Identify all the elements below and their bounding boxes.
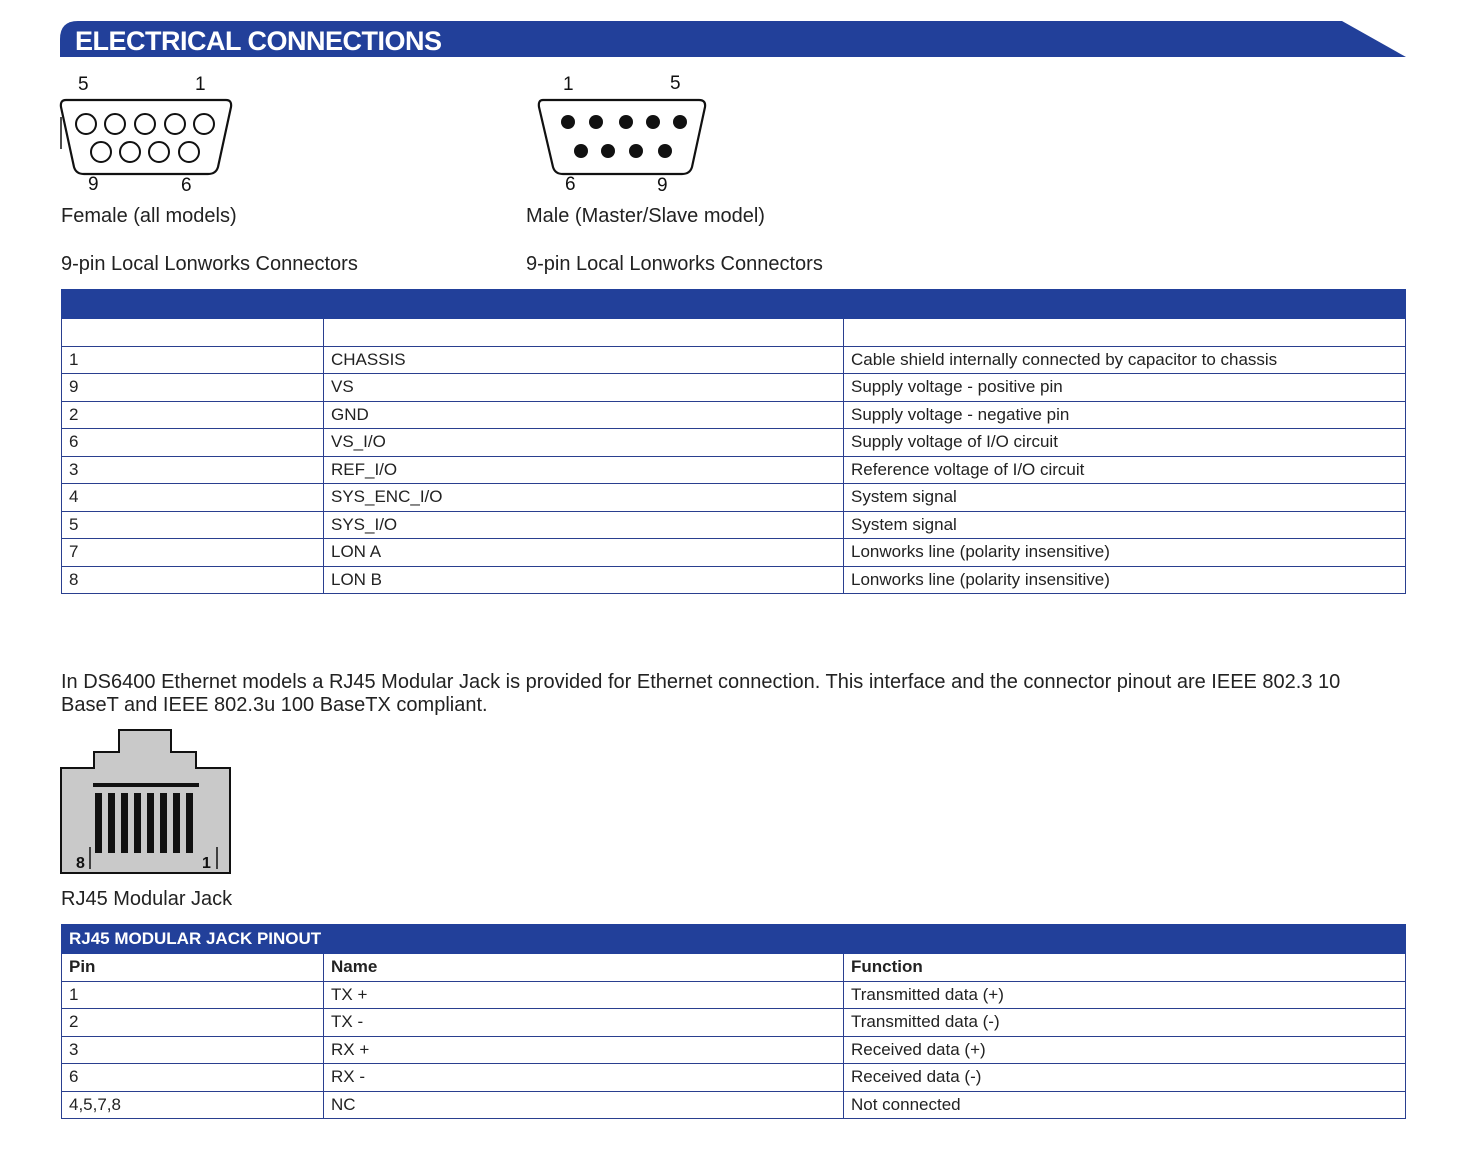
section-header-banner [60,21,1406,57]
function-cell: Cable shield internally connected by capacitor to chassis [844,346,1406,374]
pin-cell: 3 [62,456,324,484]
name-cell: LON A [324,539,844,567]
function-cell: Supply voltage - negative pin [844,401,1406,429]
rj45-caption: RJ45 Modular Jack [61,888,233,910]
male-pin-label: 9 [657,175,668,196]
pin-cell: 4,5,7,8 [62,1091,324,1119]
pin-cell: 3 [62,1036,324,1064]
table-row [62,456,1406,484]
name-cell: TX + [324,981,844,1009]
table-title-bar [62,925,1406,954]
male-connector-caption: 9-pin Local Lonworks Connectors [526,253,823,275]
pin-cell: 1 [62,981,324,1009]
column-header [62,319,324,347]
female-connector-caption: 9-pin Local Lonworks Connectors [61,253,358,275]
lonworks-pinout-table [61,289,1406,594]
pin-cell: 1 [62,346,324,374]
female-pin-label: 6 [181,175,192,196]
name-cell: RX - [324,1064,844,1092]
name-cell: VS [324,374,844,402]
function-cell: Not connected [844,1091,1406,1119]
male-pin-label: 1 [563,74,574,95]
male-pin-label: 6 [565,174,576,195]
table-row [62,429,1406,457]
function-cell: System signal [844,511,1406,539]
function-cell: Reference voltage of I/O circuit [844,456,1406,484]
male-db9-connector-icon [535,97,711,177]
column-header [324,319,844,347]
pin-cell: 8 [62,566,324,594]
female-pin-label: 1 [195,74,206,95]
name-cell: REF_I/O [324,456,844,484]
table-row [62,346,1406,374]
pin-cell: 2 [62,401,324,429]
female-pin-label: 5 [78,74,89,95]
function-cell: Lonworks line (polarity insensitive) [844,566,1406,594]
pin-cell: 5 [62,511,324,539]
column-header [844,319,1406,347]
table-header-row [62,319,1406,347]
name-cell: SYS_ENC_I/O [324,484,844,512]
function-cell: System signal [844,484,1406,512]
rj45-jack-icon [60,729,232,875]
rj45-pin-label: 8 [76,855,85,872]
name-cell: GND [324,401,844,429]
table-row [62,1064,1406,1092]
rj45-pinout-table [61,924,1406,1119]
table-title: RJ45 MODULAR JACK PINOUT [62,925,1406,954]
function-cell: Transmitted data (-) [844,1009,1406,1037]
name-cell: VS_I/O [324,429,844,457]
function-cell: Supply voltage - positive pin [844,374,1406,402]
function-cell: Received data (-) [844,1064,1406,1092]
column-header: Pin [62,954,324,982]
table-row [62,1009,1406,1037]
table-row [62,539,1406,567]
function-cell: Transmitted data (+) [844,981,1406,1009]
function-cell: Received data (+) [844,1036,1406,1064]
name-cell: SYS_I/O [324,511,844,539]
table-title [62,290,1406,319]
female-db9-connector-icon [58,97,234,177]
table-row [62,484,1406,512]
table-title-bar [62,290,1406,319]
rj45-pin-label: 1 [202,855,211,872]
female-connector-label: Female (all models) [61,205,237,227]
table-row [62,566,1406,594]
pin-cell: 6 [62,429,324,457]
table-row [62,981,1406,1009]
name-cell: RX + [324,1036,844,1064]
pin-cell: 4 [62,484,324,512]
pin-cell: 6 [62,1064,324,1092]
female-pin-label: 9 [88,174,99,195]
table-header-row [62,954,1406,982]
name-cell: CHASSIS [324,346,844,374]
function-cell: Supply voltage of I/O circuit [844,429,1406,457]
column-header: Name [324,954,844,982]
pin-cell: 9 [62,374,324,402]
table-row [62,511,1406,539]
male-connector-label: Male (Master/Slave model) [526,205,765,227]
table-row [62,1091,1406,1119]
page-title: ELECTRICAL CONNECTIONS [75,26,442,56]
function-cell: Lonworks line (polarity insensitive) [844,539,1406,567]
table-row [62,401,1406,429]
name-cell: TX - [324,1009,844,1037]
pin-cell: 7 [62,539,324,567]
name-cell: NC [324,1091,844,1119]
name-cell: LON B [324,566,844,594]
table-row [62,1036,1406,1064]
ethernet-description: In DS6400 Ethernet models a RJ45 Modular Jack is provided for Ethernet connection. This interface and the connector pinout are IEEE 802.3 10 BaseT and IEEE 802.3u 100 BaseTX compliant. [61,671,1341,716]
table-row [62,374,1406,402]
column-header: Function [844,954,1406,982]
male-pin-label: 5 [670,73,681,94]
pin-cell: 2 [62,1009,324,1037]
